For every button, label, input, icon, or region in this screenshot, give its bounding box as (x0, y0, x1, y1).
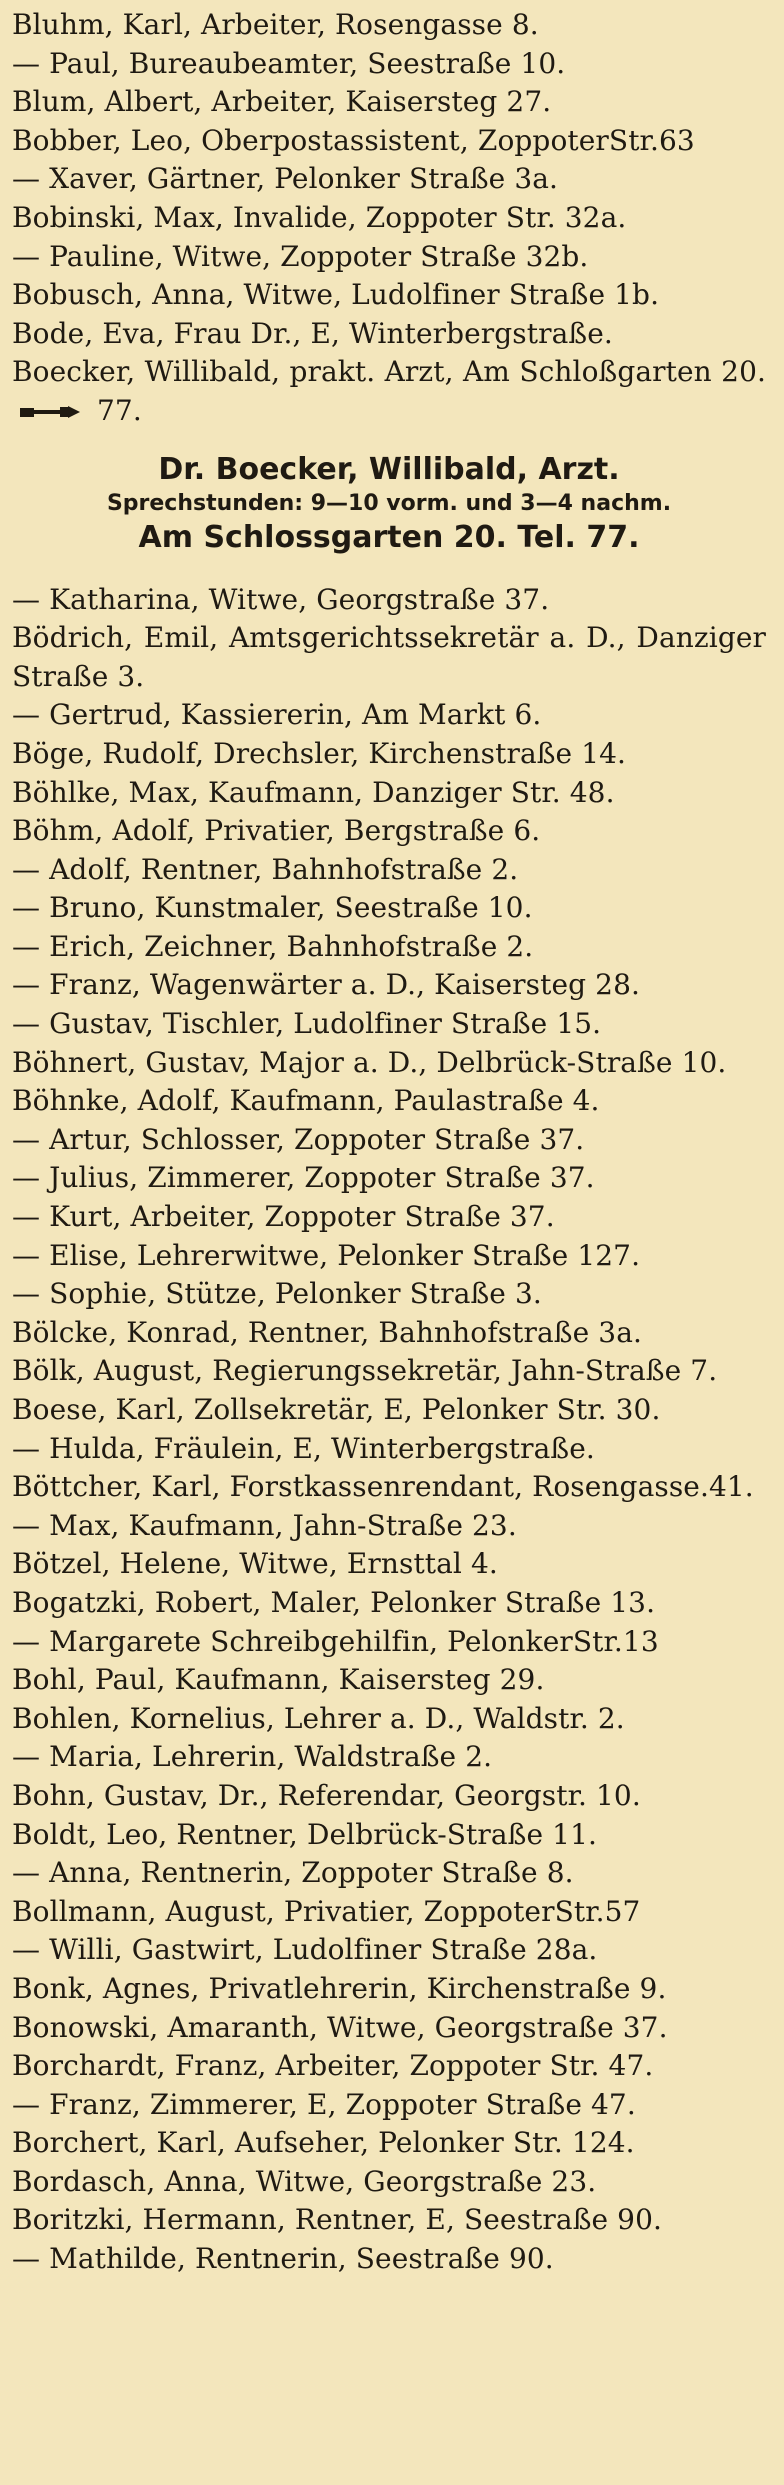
directory-entry: Böttcher, Karl, Forstkassenrendant, Rosengasse.41. (12, 1470, 754, 1504)
directory-entry: Bohlen, Kornelius, Lehrer a. D., Waldstr. 2. (12, 1701, 625, 1735)
directory-entry: Bluhm, Karl, Arbeiter, Rosengasse 8. (12, 8, 539, 41)
directory-entry: Bonk, Agnes, Privatlehrerin, Kirchenstraße 9. (12, 1971, 667, 2005)
directory-entry: Bobber, Leo, Oberpostassistent, ZoppoterStr.63 (12, 123, 695, 157)
directory-entry: — Xaver, Gärtner, Pelonker Straße 3a. (12, 162, 559, 196)
directory-entry: Böhlke, Max, Kaufmann, Danziger Str. 48. (12, 775, 615, 809)
directory-entry: — Maria, Lehrerin, Waldstraße 2. (12, 1740, 493, 1774)
directory-entry: — Anna, Rentnerin, Zoppoter Straße 8. (12, 1856, 574, 1890)
telephone-handset-icon (18, 402, 82, 422)
directory-entry: Borchardt, Franz, Arbeiter, Zoppoter Str. 47. (12, 2049, 654, 2083)
directory-entry: — Artur, Schlosser, Zoppoter Straße 37. (12, 1122, 585, 1156)
directory-entry: — Franz, Wagenwärter a. D., Kaisersteg 28. (12, 968, 640, 1002)
entries-bottom (12, 581, 766, 2279)
directory-entry: Borchert, Karl, Aufseher, Pelonker Str. 124. (12, 2126, 635, 2160)
advertisement-address: Am Schlossgarten 20. Tel. 77. (138, 519, 640, 555)
directory-entry: Böhm, Adolf, Privatier, Bergstraße 6. (12, 814, 541, 848)
directory-entry: — Gustav, Tischler, Ludolfiner Straße 15. (12, 1007, 602, 1041)
directory-entry: — Erich, Zeichner, Bahnhofstraße 2. (12, 929, 534, 963)
directory-entry: Bobusch, Anna, Witwe, Ludolfiner Straße 1b. (12, 278, 660, 312)
directory-entry: Boese, Karl, Zollsekretär, E, Pelonker Str. 30. (12, 1393, 661, 1426)
directory-entry: — Katharina, Witwe, Georgstraße 37. (12, 582, 550, 616)
directory-entry: — Max, Kaufmann, Jahn-Straße 23. (12, 1508, 517, 1542)
directory-entry: — Sophie, Stütze, Pelonker Straße 3. (12, 1277, 542, 1311)
directory-entry: — Kurt, Arbeiter, Zoppoter Straße 37. (12, 1200, 555, 1234)
directory-entry: — Franz, Zimmerer, E, Zoppoter Straße 47. (12, 2087, 636, 2121)
directory-entry: Boritzki, Hermann, Rentner, E, Seestraße 90. (12, 2203, 662, 2237)
directory-entry: Bölk, August, Regierungssekretär, Jahn-Straße 7. (12, 1354, 718, 1388)
directory-entry: — Hulda, Fräulein, E, Winterbergstraße. (12, 1431, 595, 1465)
directory-entry: Böhnert, Gustav, Major a. D., Delbrück-Straße 10. (12, 1045, 727, 1079)
directory-entry: Bohl, Paul, Kaufmann, Kaisersteg 29. (12, 1663, 545, 1697)
directory-entry: Bödrich, Emil, Amtsgerichtssekretär a. D., Danziger Straße 3. (12, 621, 766, 693)
directory-entry: Böge, Rudolf, Drechsler, Kirchenstraße 14. (12, 736, 627, 770)
directory-entry: Bode, Eva, Frau Dr., E, Winterbergstraße. (12, 316, 613, 350)
directory-entry: Bobinski, Max, Invalide, Zoppoter Str. 32a. (12, 200, 627, 234)
directory-entry: Bordasch, Anna, Witwe, Georgstraße 23. (12, 2164, 597, 2198)
directory-entry: Bogatzki, Robert, Maler, Pelonker Straße 13. (12, 1585, 656, 1619)
advertisement-box (12, 451, 766, 557)
entries-top (12, 6, 766, 353)
boecker-phone-number: 77. (97, 393, 142, 427)
directory-entry: Blum, Albert, Arbeiter, Kaisersteg 27. (12, 85, 552, 119)
directory-entry: — Bruno, Kunstmaler, Seestraße 10. (12, 891, 533, 925)
directory-entry: — Margarete Schreibgehilfin, PelonkerStr.13 (12, 1624, 659, 1658)
directory-entry: Bollmann, August, Privatier, ZoppoterStr.57 (12, 1894, 641, 1928)
directory-entry: — Paul, Bureaubeamter, Seestraße 10. (12, 46, 566, 80)
directory-entry: — Pauline, Witwe, Zoppoter Straße 32b. (12, 239, 589, 273)
directory-entry: Böhnke, Adolf, Kaufmann, Paulastraße 4. (12, 1084, 600, 1118)
directory-entry: Bötzel, Helene, Witwe, Ernsttal 4. (12, 1547, 498, 1581)
directory-entry: Boldt, Leo, Rentner, Delbrück-Straße 11. (12, 1817, 597, 1851)
directory-entry: Bohn, Gustav, Dr., Referendar, Georgstr. 10. (12, 1778, 641, 1812)
directory-entry: — Gertrud, Kassiererin, Am Markt 6. (12, 698, 542, 732)
directory-entry: — Julius, Zimmerer, Zoppoter Straße 37. (12, 1161, 595, 1195)
directory-entry: Bölcke, Konrad, Rentner, Bahnhofstraße 3a. (12, 1315, 642, 1349)
directory-entry: Bonowski, Amaranth, Witwe, Georgstraße 37. (12, 2010, 668, 2044)
advertisement-hours: Sprechstunden: 9—10 vorm. und 3—4 nachm. (106, 490, 672, 516)
advertisement-title: Dr. Boecker, Willibald, Arzt. (158, 451, 620, 487)
directory-entry: — Elise, Lehrerwitwe, Pelonker Straße 127. (12, 1238, 641, 1272)
directory-entry: — Adolf, Rentner, Bahnhofstraße 2. (12, 852, 519, 886)
directory-entry: — Willi, Gastwirt, Ludolfiner Straße 28a. (12, 1933, 598, 1967)
directory-entry: — Mathilde, Rentnerin, Seestraße 90. (12, 2242, 554, 2276)
boecker-entry (12, 353, 766, 430)
boecker-entry-text: Boecker, Willibald, prakt. Arzt, Am Schloßgarten 20. (12, 355, 766, 389)
